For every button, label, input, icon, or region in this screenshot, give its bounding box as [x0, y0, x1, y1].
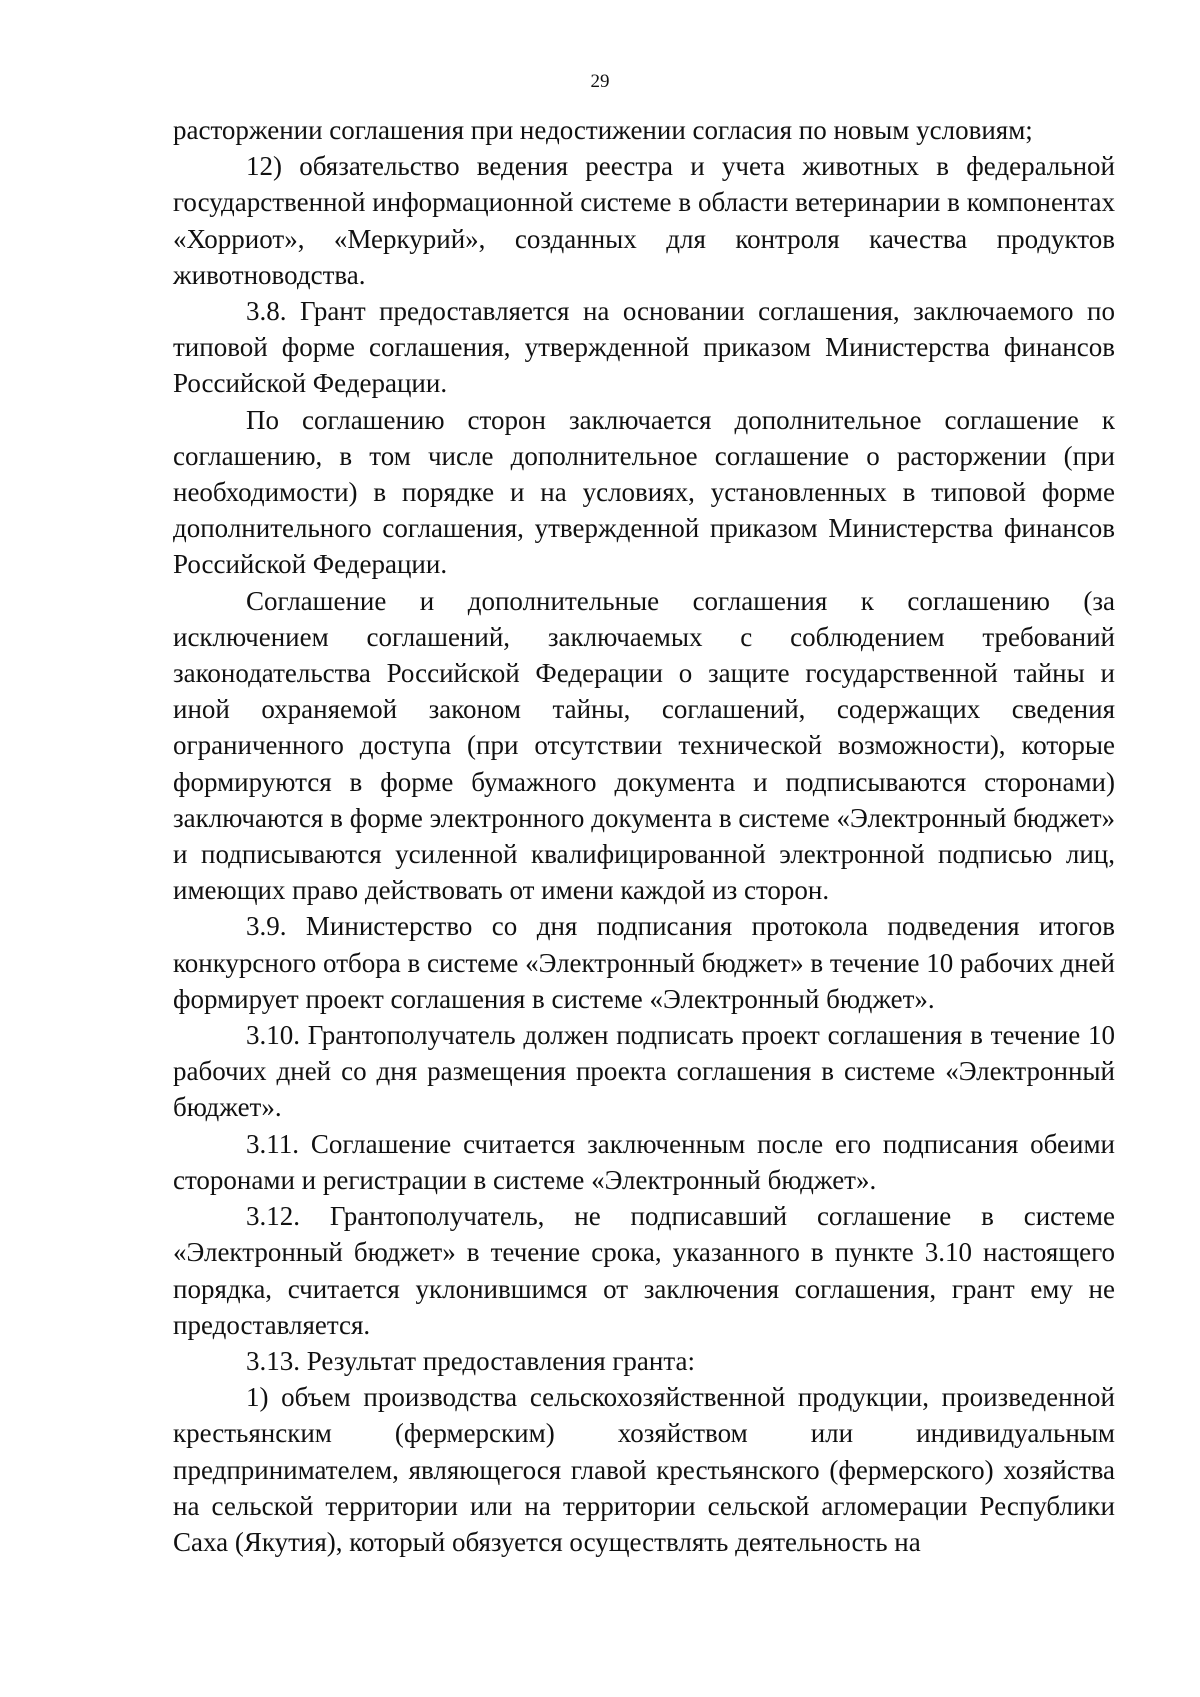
paragraph-3-8: 3.8. Грант предоставляется на основании соглашения, заключаемого по типовой форме соглашения, утвержденной приказом Министерства финансов Российской Федерации.: [173, 296, 1115, 399]
page-number: 29: [590, 71, 610, 92]
paragraph-3-10: 3.10. Грантополучатель должен подписать проект соглашения в течение 10 рабочих дней со дня размещения проекта соглашения в системе «Электронный бюджет».: [173, 1020, 1115, 1123]
paragraph-additional-agreement: По соглашению сторон заключается дополнительное соглашение к соглашению, в том числе дополнительное соглашение о расторжении (при необходимости) в порядке и на условиях, установленных в типовой форме дополнительного соглашения, утвержденной приказом Министерства финансов Российской Федерации.: [173, 404, 1115, 580]
paragraph-3-9: 3.9. Министерство со дня подписания протокола подведения итогов конкурсного отбора в системе «Электронный бюджет» в течение 10 рабочих дней формирует проект соглашения в системе «Электронный бюджет».: [173, 911, 1115, 1014]
paragraph-3-12: 3.12. Грантополучатель, не подписавший соглашение в системе «Электронный бюджет» в течение срока, указанного в пункте 3.10 настоящего порядка, считается уклонившимся от заключения соглашения, грант ему не предоставляется.: [173, 1201, 1115, 1340]
paragraph-continuation: расторжении соглашения при недостижении согласия по новым условиям;: [173, 115, 1033, 145]
paragraph-3-13: 3.13. Результат предоставления гранта:: [246, 1345, 695, 1376]
paragraph-electronic-form: Соглашение и дополнительные соглашения к соглашению (за исключением соглашений, заключаемых с соблюдением требований законодательства Российской Федерации о защите государственной тайны и иной охраняемой законом тайны, соглашений, содержащих сведения ограниченного доступа (при отсутствии технической возможности), которые формируются в форме бумажного документа и подписываются сторонами) заключаются в форме электронного документа в системе «Электронный бюджет» и подписываются усиленной квалифицированной электронной подписью лиц, имеющих право действовать от имени каждой из сторон.: [173, 585, 1115, 906]
paragraph-result-item-1: 1) объем производства сельскохозяйственной продукции, произведенной крестьянским (фермерским) хозяйством или индивидуальным предпринимателем, являющегося главой крестьянского (фермерского) хозяйства на сельской территории или на территории сельской агломерации Республики Саха (Якутия), который обязуется осуществлять деятельность на: [173, 1382, 1115, 1557]
paragraph-3-11: 3.11. Соглашение считается заключенным после его подписания обеими сторонами и регистрации в системе «Электронный бюджет».: [173, 1128, 1115, 1195]
document-body: [173, 112, 1115, 1560]
paragraph-item-12: 12) обязательство ведения реестра и учета животных в федеральной государственной информационной системе в области ветеринарии в компонентах «Хорриот», «Меркурий», созданных для контроля качества продуктов животноводства.: [173, 151, 1115, 290]
